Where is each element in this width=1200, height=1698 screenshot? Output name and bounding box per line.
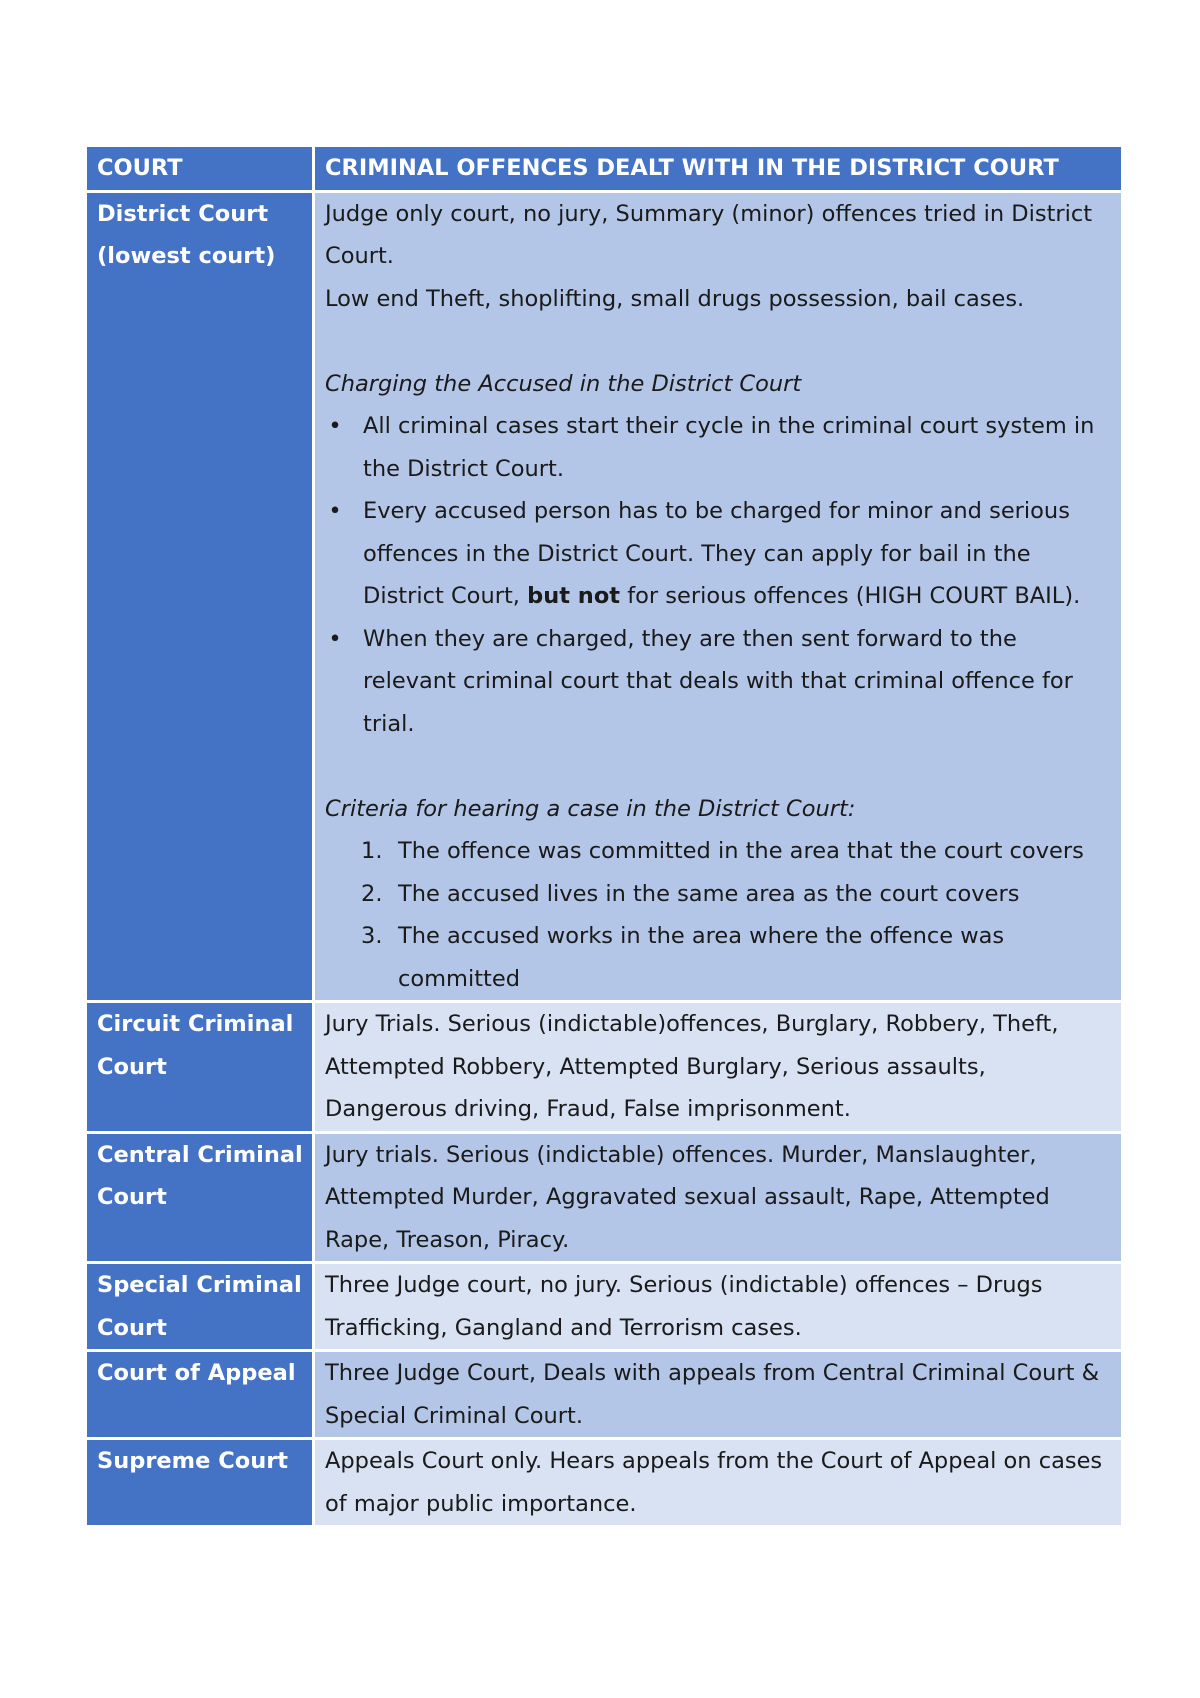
criteria-heading: Criteria for hearing a case in the District Court: bbox=[325, 795, 856, 822]
charging-list bbox=[325, 405, 1113, 745]
court-description: Jury Trials. Serious (indictable)offences, Burglary, Robbery, Theft, Attempted Robbery, Attempted Burglary, Serious assaults, Dangerous driving, Fraud, False imprisonment. bbox=[315, 1003, 1121, 1131]
header-offences: CRIMINAL OFFENCES DEALT WITH IN THE DISTRICT COURT bbox=[315, 147, 1121, 190]
emphasis-text: but not bbox=[527, 583, 621, 609]
row-court-of-appeal bbox=[87, 1352, 1121, 1437]
court-description: Three Judge court, no jury. Serious (indictable) offences – Drugs Trafficking, Gangland and Terrorism cases. bbox=[315, 1264, 1121, 1349]
header-court: COURT bbox=[87, 147, 315, 190]
row-circuit-criminal-court bbox=[87, 1003, 1121, 1131]
list-item: 1. The offence was committed in the area that the court covers bbox=[361, 838, 1084, 864]
court-name: Central Criminal Court bbox=[87, 1134, 315, 1262]
court-name-line: District Court bbox=[97, 200, 269, 227]
court-name-line: (lowest court) bbox=[97, 243, 276, 269]
list-item: 3. The accused works in the area where the offence was committed bbox=[361, 923, 1005, 992]
court-name: Circuit Criminal Court bbox=[87, 1003, 315, 1131]
list-item: • All criminal cases start their cycle in the criminal court system in the District Court. bbox=[363, 405, 1113, 490]
court-name-district bbox=[87, 193, 315, 1001]
row-special-criminal-court bbox=[87, 1264, 1121, 1349]
court-name: Supreme Court bbox=[87, 1440, 315, 1525]
district-intro: Judge only court, no jury, Summary (minor) offences tried in District Court. bbox=[325, 200, 1093, 269]
charging-heading: Charging the Accused in the District Court bbox=[325, 370, 802, 397]
court-description: Jury trials. Serious (indictable) offences. Murder, Manslaughter, Attempted Murder, Aggravated sexual assault, Rape, Attempted Rape, Treason, Piracy. bbox=[315, 1134, 1121, 1262]
row-central-criminal-court bbox=[87, 1134, 1121, 1262]
list-item: • When they are charged, they are then sent forward to the relevant criminal court that deals with that criminal offence for trial. bbox=[363, 618, 1113, 746]
court-description: Appeals Court only. Hears appeals from the Court of Appeal on cases of major public importance. bbox=[315, 1440, 1121, 1525]
list-item: • Every accused person has to be charged for minor and serious offences in the District Court. They can apply for bail in the District Court, but not for serious offences (HIGH COURT BAIL). bbox=[363, 490, 1113, 618]
district-intro: Low end Theft, shoplifting, small drugs possession, bail cases. bbox=[325, 285, 1025, 312]
row-district-court bbox=[87, 193, 1121, 1001]
courts-table bbox=[87, 144, 1121, 1528]
district-description bbox=[315, 193, 1121, 1001]
table-header-row bbox=[87, 147, 1121, 190]
court-name: Court of Appeal bbox=[87, 1352, 315, 1437]
criteria-list bbox=[325, 830, 1113, 1000]
court-name: Special Criminal Court bbox=[87, 1264, 315, 1349]
row-supreme-court bbox=[87, 1440, 1121, 1525]
list-item: 2. The accused lives in the same area as the court covers bbox=[361, 880, 1020, 907]
court-description: Three Judge Court, Deals with appeals from Central Criminal Court & Special Criminal Court. bbox=[315, 1352, 1121, 1437]
